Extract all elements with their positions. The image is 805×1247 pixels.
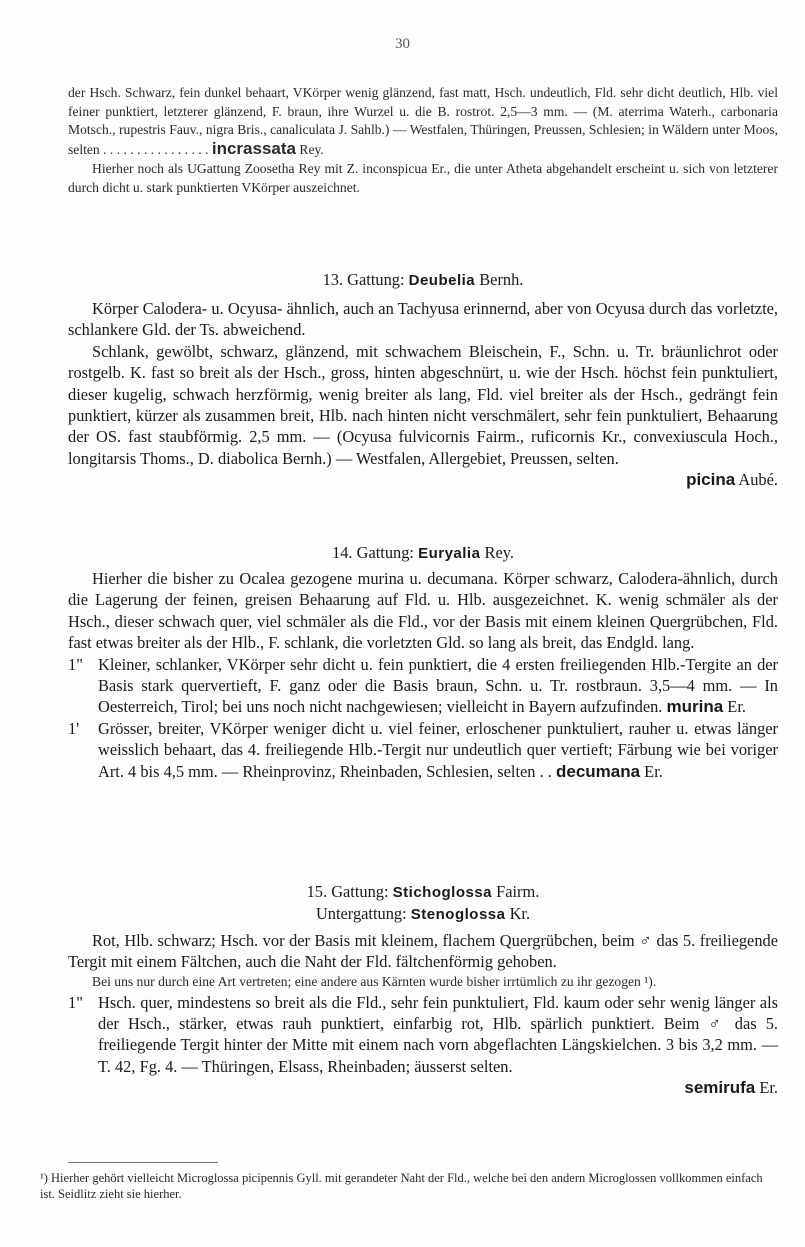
genus-heading-15 [68, 882, 778, 902]
key-entry [68, 718, 778, 782]
subgenus-note: Hierher noch als UGattung Zoosetha Rey mit Z. inconspicua Er., die unter Atheta abgehandelt erscheint u. sich von letzterer durch dicht u. stark punktierten VKörper auszeichnet. [68, 160, 778, 195]
genus-13-section [68, 298, 778, 491]
species-author: Rey. [296, 142, 324, 158]
key-description: Kleiner, schlanker, VKörper sehr dicht u. fein punktiert, die 4 ersten freiliegenden Hlb.-Tergite an der Basis stark quervertieft, F. ganz oder die Basis braun, Schn. u. Tr. rostbraun. 3,5—4 mm. — In Oesterreich, Tirol; bei uns noch nicht nachgewiesen; vielleicht in Bayern aufzufinden. [98, 654, 778, 717]
genus-14-section [68, 568, 778, 782]
subgenus-heading [68, 904, 778, 924]
top-section [68, 84, 778, 197]
genus-heading-13 [68, 270, 778, 290]
species-line [68, 1077, 778, 1098]
genus-author: Fairm. [492, 882, 540, 901]
subgenus-note: Bei uns nur durch eine Art vertreten; eine andere aus Kärnten wurde bisher irrtümlich zu ihr gezogen ¹). [92, 973, 657, 989]
genus-name: Stichoglossa [392, 884, 493, 901]
top-paragraph [68, 84, 778, 160]
species-author: Er. [640, 761, 663, 781]
species-description: Schlank, gewölbt, schwarz, glänzend, mit schwachem Bleischein, F., Schn. u. Tr. bräunlichrot oder rostgelb. K. fast so breit als der Hsch., gross, hinten abgeschnürt, u. wie der Hsch. höchst fein punktuliert, dieser kugelig, schwach herzförmig, wenig breiter als lang, Fld. viel breiter als der Hsch., gedrängt fein punktiert, kürzer als zusammen breit, Hlb. nach hinten nicht verschmälert, sehr fein punktuliert, Behaarung der OS. fast staubförmig. 2,5 mm. — (Ocyusa fulvicornis Fairm., ruficornis Kr., convexiuscula Hoch., longitarsis Thoms., D. diabolica Bernh.) — Westfalen, Allergebiet, Preussen, selten. [68, 341, 778, 468]
species-author: Aubé. [735, 470, 778, 490]
species-name: picina [686, 470, 736, 490]
species-line [68, 469, 778, 490]
key-text: Hsch. quer, mindestens so breit als die Fld., sehr fein punktuliert, Fld. kaum oder sehr wenig länger als der Hsch., stärker, etwas rauh punktiert, einfarbig rot, Hlb. spärlich punktiert. Beim ♂ das 5. freiliegende Tergit hinter der Mitte mit einem nach vorn abgeflachten Längskielchen. 3 bis 3,2 mm. — T. 42, Fg. 4. — Thüringen, Elsass, Rheinbaden; äusserst selten. [98, 992, 778, 1076]
heading-prefix: 13. Gattung: [322, 270, 409, 289]
genus-description: Hierher die bisher zu Ocalea gezogene murina u. decumana. Körper schwarz, Calodera-ähnlich, durch die Lagerung der feinen, greisen Behaarung auf Fld. u. Hlb. ausgezeichnet. K. wenig schmäler als der Hsch., dieser schwach quer, viel schmäler als die Fld., vor der Basis mit einem kleinen Quergrübchen, Fld. fast etwas breiter als der Hlb., F. schlank, die vorletzten Gld. so lang als breit, das Endgld. lang. [68, 569, 778, 653]
heading-prefix: Untergattung: [315, 904, 411, 923]
footnote: ¹) Hierher gehört vielleicht Microglossa picipennis Gyll. mit gerandeter Naht der Fld., welche bei den andern Microglossen vollkommen einfach ist. Seidlitz zieht sie hierher. [40, 1171, 763, 1201]
genus-15-section [68, 930, 778, 1099]
subgenus-author: Kr. [505, 904, 531, 923]
genus-author: Bernh. [475, 270, 524, 289]
species-name: incrassata [211, 139, 296, 159]
page-number: 30 [395, 36, 410, 52]
species-author: Er. [723, 697, 746, 717]
key-text [98, 718, 778, 782]
species-author: Er. [755, 1078, 778, 1098]
genus-author: Rey. [480, 543, 514, 562]
key-text [98, 654, 778, 718]
subgenus-name: Stenoglossa [410, 906, 506, 923]
top-paragraph-text: der Hsch. Schwarz, fein dunkel behaart, VKörper wenig glänzend, fast matt, Hsch. undeutlich, Fld. sehr dicht deutlich, Hlb. viel feiner punktiert, letzterer glänzend, F. braun, ihre Wurzel u. die B. rostrot. 2,5—3 mm. — (M. aterrima Waterh., carbonaria Motsch., rupestris Fauv., nigra Bris., canaliculata J. Sahlb.) — Westfalen, Thüringen, Preussen, Schlesien; in Wäldern unter Moos, selten . . . . . . . . . . . . . . . . [68, 85, 778, 158]
key-number: 1" [68, 654, 83, 674]
species-name: murina [666, 697, 724, 717]
footnote-separator [68, 1162, 218, 1163]
key-number: 1" [68, 992, 83, 1012]
subgenus-description: Rot, Hlb. schwarz; Hsch. vor der Basis mit kleinem, flachem Quergrübchen, beim ♂ das 5. freiliegende Tergit mit einem Fältchen, auch die Naht der Fld. fältchenförmig gehoben. [68, 931, 778, 972]
genus-name: Deubelia [408, 272, 476, 289]
key-entry [68, 654, 778, 718]
key-number: 1' [68, 718, 80, 738]
genus-heading-14 [68, 543, 778, 563]
genus-name: Euryalia [418, 545, 481, 562]
species-name: decumana [555, 761, 641, 781]
key-entry [68, 992, 778, 1078]
key-description: Grösser, breiter, VKörper weniger dicht u. viel feiner, erloschener punktuliert, rauher u. etwas länger weisslich behaart, das 4. freiliegende Hlb.-Tergit nur undeutlich quer vertieft; Färbung wie bei voriger Art. 4 bis 4,5 mm. — Rheinprovinz, Rheinbaden, Schlesien, selten . . [98, 718, 778, 781]
heading-prefix: 14. Gattung: [332, 543, 419, 562]
heading-prefix: 15. Gattung: [306, 882, 393, 901]
genus-description: Körper Calodera- u. Ocyusa- ähnlich, auch an Tachyusa erinnernd, aber von Ocyusa durch das vorletzte, schlankere Gld. der Ts. abweichend. [68, 299, 778, 340]
species-name: semirufa [684, 1078, 756, 1098]
